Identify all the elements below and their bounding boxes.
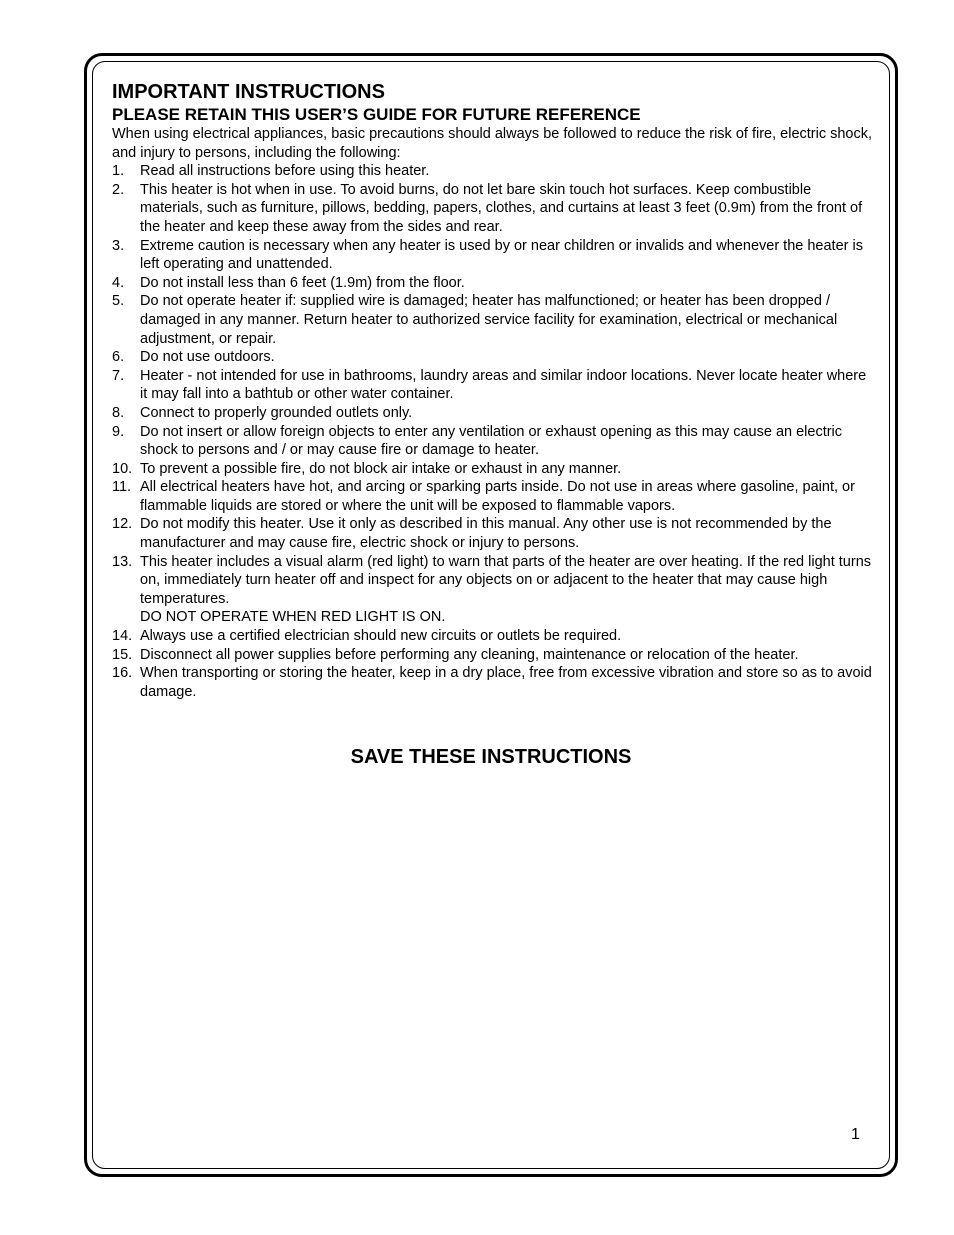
item-text: Connect to properly grounded outlets only.: [140, 404, 413, 421]
intro-paragraph: When using electrical appliances, basic precautions should always be followed to reduce the risk of fire, electric shock, and injury to persons, including the following:: [112, 126, 873, 161]
item-number: 7.: [112, 367, 125, 384]
list-item: [112, 292, 874, 348]
item-number: 13.: [112, 553, 133, 570]
item-text-group: [140, 553, 874, 627]
item-number: 10.: [112, 460, 133, 477]
page-subtitle: PLEASE RETAIN THIS USER’S GUIDE FOR FUTURE REFERENCE: [112, 105, 641, 124]
item-text: Do not use outdoors.: [140, 349, 275, 366]
page-number: 1: [851, 1126, 860, 1143]
instructions-content: [112, 80, 874, 701]
item-number: 14.: [112, 628, 133, 645]
list-item: [112, 181, 874, 237]
page-title: IMPORTANT INSTRUCTIONS: [112, 81, 385, 103]
item-text: Do not install less than 6 feet (1.9m) from the floor.: [140, 274, 465, 291]
item-text: Do not operate heater if: supplied wire is damaged; heater has malfunctioned; or heater has been dropped / damaged in any manner. Return heater to authorized service facility for examination, electrical or mechanical adjustment, or repair.: [140, 293, 838, 347]
item-number: 12.: [112, 516, 133, 533]
list-item: [112, 627, 874, 646]
list-item: [112, 367, 874, 404]
item-number: 15.: [112, 646, 133, 663]
list-item: [112, 423, 874, 460]
item-text: Do not modify this heater. Use it only as described in this manual. Any other use is not recommended by the manufacturer and may cause fire, electric shock or injury to persons.: [140, 516, 832, 552]
item-number: 8.: [112, 404, 125, 421]
item-text: This heater is hot when in use. To avoid burns, do not let bare skin touch hot surfaces. Keep combustible materials, such as furniture, pillows, bedding, papers, clothes, and curtains at least 3 feet (0.9m) from the front of the heater and keep these away from the sides and rear.: [140, 181, 863, 235]
item-number: 9.: [112, 423, 125, 440]
item-number: 2.: [112, 181, 125, 198]
item-text: Do not insert or allow foreign objects to enter any ventilation or exhaust opening as this may cause an electric shock to persons and / or may cause fire or damage to heater.: [140, 423, 843, 459]
list-item: [112, 404, 874, 423]
list-item: [112, 162, 874, 181]
item-text: To prevent a possible fire, do not block air intake or exhaust in any manner.: [140, 460, 622, 477]
list-item: [112, 348, 874, 367]
item-text: When transporting or storing the heater, keep in a dry place, free from excessive vibration and store so as to avoid damage.: [140, 665, 872, 700]
list-item: [112, 646, 874, 665]
list-item: [112, 460, 874, 479]
list-item: [112, 664, 874, 701]
save-instructions-heading: SAVE THESE INSTRUCTIONS: [350, 746, 632, 768]
item-number: 3.: [112, 237, 125, 254]
item-number: 11.: [112, 479, 132, 496]
item-number: 6.: [112, 349, 125, 366]
list-item: [112, 478, 874, 515]
item-text: Heater - not intended for use in bathrooms, laundry areas and similar indoor locations. Never locate heater where it may fall into a bathtub or other water container.: [140, 367, 867, 403]
list-item: [112, 237, 874, 274]
item-text: Always use a certified electrician should new circuits or outlets be required.: [140, 628, 622, 645]
instructions-list: [112, 162, 874, 701]
warning-text: DO NOT OPERATE WHEN RED LIGHT IS ON.: [140, 609, 446, 626]
item-text: Disconnect all power supplies before performing any cleaning, maintenance or relocation of the heater.: [140, 646, 799, 663]
item-text: All electrical heaters have hot, and arcing or sparking parts inside. Do not use in areas where gasoline, paint, or flammable liquids are stored or where the unit will be exposed to flammable vapors.: [140, 479, 855, 514]
item-text: This heater includes a visual alarm (red light) to warn that parts of the heater are over heating. If the red light turns on, immediately turn heater off and inspect for any objects on or adjacent to the heater that may cause high temperatures.: [140, 553, 872, 607]
item-number: 16.: [112, 665, 133, 682]
list-item: [112, 515, 874, 552]
item-number: 4.: [112, 274, 125, 291]
item-number: 1.: [112, 163, 125, 180]
item-text: Read all instructions before using this heater.: [140, 163, 430, 180]
list-item: [112, 553, 874, 627]
item-number: 5.: [112, 293, 125, 310]
list-item: [112, 274, 874, 293]
item-text: Extreme caution is necessary when any heater is used by or near children or invalids and whenever the heater is left operating and unattended.: [140, 237, 863, 273]
